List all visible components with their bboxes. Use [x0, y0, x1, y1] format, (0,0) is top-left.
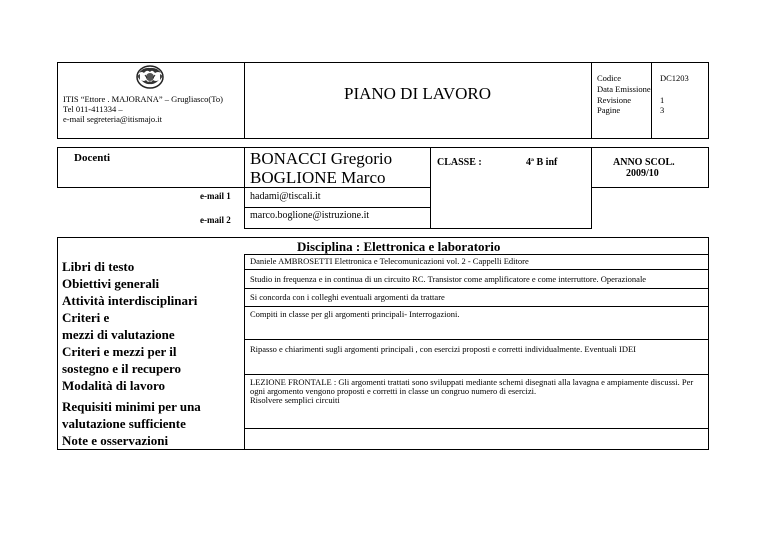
- teacher-2: BOGLIONE Marco: [250, 168, 386, 187]
- value-sostegno: Ripasso e chiarimenti sugli argomenti principali , con esercizi proposti e corretti individualmente. Eventuali IDEI: [250, 344, 637, 354]
- main-column-divider: [244, 254, 245, 450]
- meta-label-pages: Pagine: [597, 105, 621, 115]
- meta-value-pages: 3: [660, 105, 665, 115]
- docenti-label: Docenti: [74, 152, 111, 164]
- label-criteri-1: Criteri e: [62, 310, 110, 325]
- label-obiettivi: Obiettivi generali: [62, 276, 160, 291]
- label-modalita: Modalità di lavoro: [62, 378, 166, 393]
- email2-label: e-mail 2: [200, 215, 231, 225]
- value-attivita: Si concorda con i colleghi eventuali argomenti da trattare: [250, 292, 445, 302]
- meta-label-date: Data Emissione: [597, 84, 651, 94]
- classe-value: 4ª B inf: [526, 157, 558, 168]
- email1-value: hadami@tiscali.it: [250, 191, 321, 202]
- header-divider-2: [591, 62, 592, 139]
- anno-label: ANNO SCOL.: [613, 157, 675, 168]
- teacher-1: BONACCI Gregorio: [250, 149, 393, 168]
- school-name: ITIS “Ettore . MAJORANA” – Grugliasco(To): [63, 94, 223, 104]
- row-line-2: [244, 288, 709, 289]
- page-title: PIANO DI LAVORO: [343, 84, 492, 103]
- row-line-6: [244, 428, 709, 429]
- anno-value: 2009/10: [626, 168, 659, 179]
- label-sostegno-1: Criteri e mezzi per il: [62, 344, 177, 359]
- email1-label: e-mail 1: [200, 191, 231, 201]
- row-line-3: [244, 306, 709, 307]
- disciplina-underline: [244, 254, 709, 255]
- school-crest-icon: [134, 63, 166, 90]
- row-line-5: [244, 374, 709, 375]
- meta-label-revision: Revisione: [597, 95, 631, 105]
- header-divider-3: [651, 62, 652, 139]
- school-email: e-mail segreteria@itismajo.it: [63, 114, 162, 124]
- value-modalita-2: ogni argomento vengono proposti e corretti in classe un congruo numero di esercizi.: [250, 386, 537, 396]
- email2-value: marco.boglione@istruzione.it: [250, 210, 370, 221]
- value-modalita-1: LEZIONE FRONTALE : Gli argomenti trattati sono sviluppati mediante schemi disegnati alla lavagna e ampiamente discussi. Per: [250, 377, 694, 387]
- label-attivita: Attività interdisciplinari: [62, 293, 198, 308]
- label-requisiti-1: Requisiti minimi per una: [62, 399, 201, 414]
- value-libri: Daniele AMBROSETTI Elettronica e Telecomunicazioni vol. 2 - Cappelli Editore: [250, 256, 529, 266]
- label-sostegno-2: sostegno e il recupero: [62, 361, 182, 376]
- value-criteri: Compiti in classe per gli argomenti principali- Interrogazioni.: [250, 309, 460, 319]
- school-tel: Tel 011-411334 –: [63, 104, 123, 114]
- meta-value-revision: 1: [660, 95, 665, 105]
- label-criteri-2: mezzi di valutazione: [62, 327, 175, 342]
- meta-value-code: DC1203: [660, 73, 689, 83]
- row-line-4: [244, 339, 709, 340]
- meta-label-code: Codice: [597, 73, 622, 83]
- value-obiettivi: Studio in frequenza e in continua di un circuito RC. Transistor come amplificatore e come interruttore. Operazionale: [250, 274, 647, 284]
- label-note: Note e osservazioni: [62, 433, 169, 448]
- row-line-1: [244, 269, 709, 270]
- label-libri: Libri di testo: [62, 259, 135, 274]
- classe-label: CLASSE :: [437, 157, 482, 168]
- value-requisiti: Risolvere semplici circuiti: [250, 395, 340, 405]
- label-requisiti-2: valutazione sufficiente: [62, 416, 186, 431]
- disciplina-title: Disciplina : Elettronica e laboratorio: [297, 239, 501, 254]
